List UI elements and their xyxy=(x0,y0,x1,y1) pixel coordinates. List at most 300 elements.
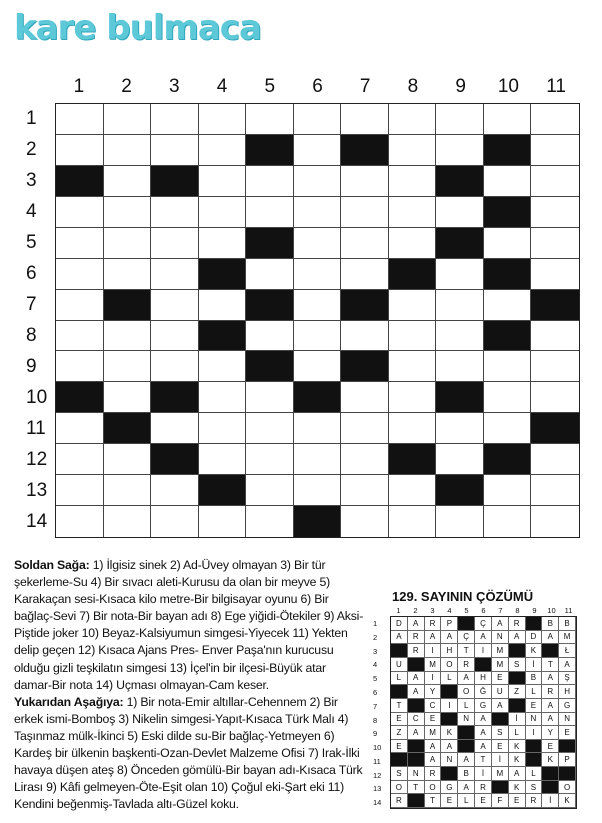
solution-letter: E xyxy=(509,794,526,808)
solution-row-number: 10 xyxy=(373,743,382,753)
solution-letter: A xyxy=(509,631,526,645)
answer-cell[interactable] xyxy=(56,228,104,259)
answer-cell[interactable] xyxy=(531,197,579,228)
black-cell xyxy=(151,444,199,475)
black-cell xyxy=(484,444,532,475)
answer-cell[interactable] xyxy=(531,382,579,413)
answer-cell[interactable] xyxy=(531,135,579,166)
answer-cell[interactable] xyxy=(246,197,294,228)
answer-cell[interactable] xyxy=(151,290,199,321)
answer-cell[interactable] xyxy=(104,475,152,506)
solution-column-number: 9 xyxy=(532,606,537,615)
column-number: 8 xyxy=(407,76,419,97)
solution-letter: T xyxy=(475,753,492,767)
answer-cell[interactable] xyxy=(151,413,199,444)
solution-letter: K xyxy=(526,644,543,658)
answer-cell[interactable] xyxy=(199,506,247,537)
answer-cell[interactable] xyxy=(341,104,389,135)
answer-cell[interactable] xyxy=(531,506,579,537)
solution-black-cell xyxy=(408,753,425,767)
answer-cell[interactable] xyxy=(151,135,199,166)
solution-black-cell xyxy=(458,726,475,740)
answer-cell[interactable] xyxy=(246,413,294,444)
column-number: 6 xyxy=(312,76,323,97)
answer-cell[interactable] xyxy=(531,475,579,506)
solution-letter: R xyxy=(408,644,425,658)
solution-letter: I xyxy=(425,644,442,658)
solution-black-cell xyxy=(391,685,408,699)
solution-letter: İ xyxy=(526,658,543,672)
solution-black-cell xyxy=(526,617,543,631)
solution-letter: E xyxy=(475,794,492,808)
solution-letter: A xyxy=(475,631,492,645)
answer-cell[interactable] xyxy=(199,135,247,166)
solution-column-number: 6 xyxy=(481,606,486,615)
answer-cell[interactable] xyxy=(389,290,437,321)
black-cell xyxy=(341,351,389,382)
solution-letter: R xyxy=(408,631,425,645)
row-number: 7 xyxy=(26,293,37,315)
answer-cell[interactable] xyxy=(56,135,104,166)
answer-cell[interactable] xyxy=(246,506,294,537)
answer-cell[interactable] xyxy=(389,351,437,382)
solution-column-number: 3 xyxy=(430,606,435,615)
black-cell xyxy=(436,228,484,259)
answer-cell[interactable] xyxy=(484,351,532,382)
black-cell xyxy=(151,166,199,197)
answer-cell[interactable] xyxy=(341,321,389,352)
answer-cell[interactable] xyxy=(484,382,532,413)
solution-letter: C xyxy=(425,699,442,713)
answer-cell[interactable] xyxy=(389,135,437,166)
answer-cell[interactable] xyxy=(56,413,104,444)
solution-black-cell xyxy=(492,781,509,795)
answer-cell[interactable] xyxy=(104,228,152,259)
solution-letter: İ xyxy=(509,713,526,727)
solution-letter: H xyxy=(441,644,458,658)
solution-letter: M xyxy=(492,658,509,672)
black-cell xyxy=(484,135,532,166)
answer-cell[interactable] xyxy=(484,413,532,444)
row-number: 8 xyxy=(26,325,37,347)
solution-letter: F xyxy=(492,794,509,808)
black-cell xyxy=(436,475,484,506)
answer-cell[interactable] xyxy=(389,166,437,197)
answer-cell[interactable] xyxy=(436,351,484,382)
solution-letter: Z xyxy=(391,726,408,740)
answer-cell[interactable] xyxy=(389,104,437,135)
solution-letter: O xyxy=(391,781,408,795)
solution-letter: U xyxy=(492,685,509,699)
answer-cell[interactable] xyxy=(56,104,104,135)
answer-cell[interactable] xyxy=(56,351,104,382)
solution-letter: A xyxy=(542,631,559,645)
solution-letter: S xyxy=(391,767,408,781)
solution-letter: O xyxy=(425,781,442,795)
solution-letter: O xyxy=(458,685,475,699)
solution-column-number: 11 xyxy=(564,606,573,615)
answer-cell[interactable] xyxy=(531,104,579,135)
solution-letter: İ xyxy=(542,794,559,808)
answer-cell[interactable] xyxy=(341,382,389,413)
answer-cell[interactable] xyxy=(436,259,484,290)
across-clues xyxy=(14,557,364,694)
solution-letter: N xyxy=(492,631,509,645)
answer-cell[interactable] xyxy=(294,104,342,135)
answer-cell[interactable] xyxy=(104,444,152,475)
answer-cell[interactable] xyxy=(389,228,437,259)
solution-letter: E xyxy=(559,726,576,740)
solution-letter: Ç xyxy=(475,617,492,631)
solution-black-cell xyxy=(441,713,458,727)
solution-letter: A xyxy=(425,753,442,767)
answer-cell[interactable] xyxy=(341,506,389,537)
black-cell xyxy=(341,290,389,321)
solution-row-number: 5 xyxy=(373,674,378,684)
answer-cell[interactable] xyxy=(341,166,389,197)
solution-letter: M xyxy=(425,726,442,740)
answer-cell[interactable] xyxy=(484,228,532,259)
answer-cell[interactable] xyxy=(294,321,342,352)
solution-letter: R xyxy=(391,794,408,808)
answer-cell[interactable] xyxy=(151,351,199,382)
answer-cell[interactable] xyxy=(151,475,199,506)
solution-letter: E xyxy=(441,794,458,808)
column-number: 11 xyxy=(546,76,566,97)
solution-letter: E xyxy=(542,740,559,754)
black-cell xyxy=(199,259,247,290)
solution-row-number: 12 xyxy=(373,770,382,780)
solution-black-cell xyxy=(526,740,543,754)
solution-letter: N xyxy=(441,753,458,767)
solution-letter: A xyxy=(542,672,559,686)
answer-cell[interactable] xyxy=(199,444,247,475)
across-clue-text: 1) İlgisiz sinek 2) Ad-Üvey olmayan 3) Bir tür şekerleme-Su 4) Bir sıvacı aleti-Kurusu da olan bir meyve 5) Karakaçan sesi-Kısaca kilo metre-Bir bilgisayar oyunu 6) Bir bağlaç-Sevi 7) Bir nota-Bir bayan adı 8) Ege yiğidi-Ötekiler 9) Aksi-Piştide joker 10) Beyaz-Kalsiyumun simgesi-Yiyecek 11) Yekten delip geçen 12) Kısaca Ajans Pres- Enver Paşa'nın kurucusu olduğu gizli teşkilatın simgesi 13) İçel'in bir ilçesi-Büyük atar damar-Bir nota 14) Uçması olmayan-Cam keser. xyxy=(14,558,364,692)
answer-cell[interactable] xyxy=(246,475,294,506)
solution-letter: L xyxy=(509,726,526,740)
solution-column-number: 2 xyxy=(413,606,418,615)
answer-cell[interactable] xyxy=(436,413,484,444)
answer-cell[interactable] xyxy=(246,321,294,352)
solution-letter: A xyxy=(441,631,458,645)
solution-letter: O xyxy=(559,781,576,795)
answer-cell[interactable] xyxy=(436,444,484,475)
solution-letter: A xyxy=(559,658,576,672)
answer-cell[interactable] xyxy=(246,104,294,135)
black-cell xyxy=(246,351,294,382)
solution-letter: A xyxy=(425,631,442,645)
solution-letter: B xyxy=(559,617,576,631)
black-cell xyxy=(484,259,532,290)
solution-black-cell xyxy=(542,767,559,781)
answer-cell[interactable] xyxy=(531,351,579,382)
answer-cell[interactable] xyxy=(246,382,294,413)
answer-cell[interactable] xyxy=(436,290,484,321)
answer-cell[interactable] xyxy=(531,228,579,259)
solution-letter: E xyxy=(391,713,408,727)
answer-cell[interactable] xyxy=(389,382,437,413)
answer-cell[interactable] xyxy=(484,475,532,506)
row-number: 3 xyxy=(26,169,37,191)
solution-letter: M xyxy=(492,767,509,781)
solution-letter: R xyxy=(526,794,543,808)
answer-cell[interactable] xyxy=(294,475,342,506)
answer-cell[interactable] xyxy=(389,197,437,228)
solution-letter: Ş xyxy=(559,672,576,686)
row-number: 5 xyxy=(26,231,37,253)
solution-letter: D xyxy=(526,631,543,645)
black-cell xyxy=(531,290,579,321)
solution-black-cell xyxy=(526,753,543,767)
black-cell xyxy=(104,290,152,321)
answer-cell[interactable] xyxy=(104,135,152,166)
black-cell xyxy=(531,413,579,444)
solution-letter: A xyxy=(475,726,492,740)
black-cell xyxy=(294,506,342,537)
answer-cell[interactable] xyxy=(436,104,484,135)
solution-letter: M xyxy=(559,631,576,645)
answer-cell[interactable] xyxy=(294,413,342,444)
answer-cell[interactable] xyxy=(436,135,484,166)
puzzle-title: kare bulmaca xyxy=(14,8,261,48)
solution-row-numbers xyxy=(373,616,391,806)
solution-black-cell xyxy=(542,644,559,658)
solution-letter: L xyxy=(391,672,408,686)
answer-cell[interactable] xyxy=(436,506,484,537)
answer-cell[interactable] xyxy=(246,259,294,290)
answer-cell[interactable] xyxy=(484,290,532,321)
solution-row-number: 2 xyxy=(373,632,378,642)
answer-cell[interactable] xyxy=(104,382,152,413)
solution-letter: L xyxy=(526,767,543,781)
solution-letter: T xyxy=(542,658,559,672)
solution-letter: C xyxy=(408,713,425,727)
answer-cell[interactable] xyxy=(341,475,389,506)
solution-letter: H xyxy=(475,672,492,686)
solution-letter: G xyxy=(475,699,492,713)
solution-letter: R xyxy=(509,617,526,631)
solution-letter: M xyxy=(492,644,509,658)
answer-cell[interactable] xyxy=(531,259,579,290)
answer-cell[interactable] xyxy=(484,166,532,197)
solution-letter: A xyxy=(492,699,509,713)
solution-row-number: 8 xyxy=(373,715,378,725)
solution-letter: N xyxy=(458,713,475,727)
answer-cell[interactable] xyxy=(151,506,199,537)
down-clue-text: 1) Bir nota-Emir altıllar-Cehennem 2) Bir erkek ismi-Bomboş 3) Nikelin simgesi-Yapıt-Kısaca Türk Malı 4) Taşınmaz mülk-İkinci 5) Eski dilde su-Bir bağlaç-Yetmeyen 6) Kardeş bir ülkenin başkenti-Ozan-Devlet Malzeme Ofisi 7) Irak-İlki havaya düşen ateş 8) Önceden gömülü-Bir bayan adı-Kısaca Türk Lirası 9) Kâfi gelmeyen-Öte-Eşit olan 10) Çoğul eki-Şart eki 11) Kendini beğenmiş-Tavlada altı-Güzel koku. xyxy=(14,694,363,812)
solution-letter: I xyxy=(425,672,442,686)
answer-cell[interactable] xyxy=(151,197,199,228)
answer-cell[interactable] xyxy=(389,413,437,444)
solution-black-cell xyxy=(509,672,526,686)
answer-cell[interactable] xyxy=(484,104,532,135)
answer-cell[interactable] xyxy=(294,135,342,166)
solution-letter: R xyxy=(458,658,475,672)
answer-cell[interactable] xyxy=(151,228,199,259)
answer-cell[interactable] xyxy=(294,197,342,228)
answer-cell[interactable] xyxy=(56,290,104,321)
solution-letter: Ğ xyxy=(475,685,492,699)
answer-cell[interactable] xyxy=(246,166,294,197)
row-number: 13 xyxy=(26,480,48,502)
answer-cell[interactable] xyxy=(294,351,342,382)
answer-cell[interactable] xyxy=(104,166,152,197)
answer-cell[interactable] xyxy=(199,166,247,197)
answer-cell[interactable] xyxy=(294,228,342,259)
solution-column-number: 10 xyxy=(547,606,556,615)
solution-black-cell xyxy=(441,767,458,781)
answer-cell[interactable] xyxy=(56,197,104,228)
answer-cell[interactable] xyxy=(104,259,152,290)
column-number: 7 xyxy=(359,76,371,97)
solution-letter: L xyxy=(458,699,475,713)
row-number: 1 xyxy=(26,107,37,129)
answer-cell[interactable] xyxy=(341,413,389,444)
solution-letter: A xyxy=(458,781,475,795)
solution-letter: A xyxy=(425,740,442,754)
column-number: 3 xyxy=(169,76,180,97)
clues-panel xyxy=(14,557,364,813)
answer-cell[interactable] xyxy=(199,104,247,135)
answer-cell[interactable] xyxy=(56,506,104,537)
answer-cell[interactable] xyxy=(199,197,247,228)
answer-cell[interactable] xyxy=(56,259,104,290)
solution-letter: A xyxy=(408,726,425,740)
solution-black-cell xyxy=(408,794,425,808)
solution-letter: N xyxy=(408,767,425,781)
solution-letter: Z xyxy=(509,685,526,699)
answer-cell[interactable] xyxy=(531,321,579,352)
solution-letter: İ xyxy=(492,753,509,767)
answer-cell[interactable] xyxy=(104,351,152,382)
answer-cell[interactable] xyxy=(436,321,484,352)
solution-letter: A xyxy=(441,740,458,754)
solution-letter: M xyxy=(425,658,442,672)
answer-cell[interactable] xyxy=(56,475,104,506)
answer-cell[interactable] xyxy=(199,382,247,413)
answer-cell[interactable] xyxy=(436,197,484,228)
solution-letter: P xyxy=(441,617,458,631)
row-number: 12 xyxy=(26,449,48,471)
solution-letter: E xyxy=(492,740,509,754)
solution-letter: E xyxy=(425,713,442,727)
answer-cell[interactable] xyxy=(199,413,247,444)
row-number: 9 xyxy=(26,356,37,378)
answer-cell[interactable] xyxy=(389,475,437,506)
solution-letter: U xyxy=(391,658,408,672)
across-heading: Soldan Sağa: xyxy=(14,558,90,572)
down-clues xyxy=(14,694,364,814)
answer-cell[interactable] xyxy=(341,444,389,475)
solution-letter: İ xyxy=(475,767,492,781)
answer-cell[interactable] xyxy=(484,506,532,537)
solution-letter: T xyxy=(391,699,408,713)
solution-letter: Ł xyxy=(559,644,576,658)
answer-cell[interactable] xyxy=(104,197,152,228)
solution-row-number: 11 xyxy=(373,756,381,766)
solution-letter: I xyxy=(441,699,458,713)
solution-column-number: 7 xyxy=(498,606,503,615)
black-cell xyxy=(389,259,437,290)
solution-letter: K xyxy=(509,781,526,795)
solution-letter: A xyxy=(408,617,425,631)
solution-letter: L xyxy=(526,685,543,699)
solution-letter: R xyxy=(542,685,559,699)
crossword-grid xyxy=(55,103,580,538)
answer-cell[interactable] xyxy=(294,166,342,197)
row-number: 4 xyxy=(26,200,37,222)
black-cell xyxy=(389,444,437,475)
black-cell xyxy=(56,382,104,413)
answer-cell[interactable] xyxy=(341,259,389,290)
answer-cell[interactable] xyxy=(531,166,579,197)
solution-row-number: 7 xyxy=(373,701,378,711)
row-number: 14 xyxy=(26,511,48,533)
solution-letter: Y xyxy=(425,685,442,699)
solution-letter: H xyxy=(559,685,576,699)
solution-letter: D xyxy=(391,617,408,631)
answer-cell[interactable] xyxy=(104,104,152,135)
black-cell xyxy=(199,321,247,352)
solution-black-cell xyxy=(408,699,425,713)
black-cell xyxy=(104,413,152,444)
answer-cell[interactable] xyxy=(341,197,389,228)
solution-letter: N xyxy=(559,713,576,727)
solution-letter: K xyxy=(509,740,526,754)
solution-black-cell xyxy=(542,781,559,795)
answer-cell[interactable] xyxy=(294,444,342,475)
answer-cell[interactable] xyxy=(389,506,437,537)
solution-letter: N xyxy=(526,713,543,727)
solution-row-number: 1 xyxy=(373,619,378,628)
black-cell xyxy=(436,166,484,197)
solution-black-cell xyxy=(458,617,475,631)
answer-cell[interactable] xyxy=(246,444,294,475)
solution-letter: K xyxy=(559,794,576,808)
solution-letter: R xyxy=(425,767,442,781)
answer-cell[interactable] xyxy=(56,321,104,352)
answer-cell[interactable] xyxy=(341,228,389,259)
solution-black-cell xyxy=(492,713,509,727)
answer-cell[interactable] xyxy=(104,506,152,537)
solution-letter: A xyxy=(458,753,475,767)
solution-letter: G xyxy=(441,781,458,795)
solution-letter: L xyxy=(441,672,458,686)
black-cell xyxy=(246,135,294,166)
solution-letter: E xyxy=(391,740,408,754)
answer-cell[interactable] xyxy=(104,321,152,352)
answer-cell[interactable] xyxy=(294,290,342,321)
answer-cell[interactable] xyxy=(389,321,437,352)
answer-cell[interactable] xyxy=(56,444,104,475)
solution-letter: E xyxy=(492,672,509,686)
answer-cell[interactable] xyxy=(199,351,247,382)
black-cell xyxy=(484,321,532,352)
solution-letter: A xyxy=(509,767,526,781)
solution-black-cell xyxy=(391,644,408,658)
solution-black-cell xyxy=(441,685,458,699)
answer-cell[interactable] xyxy=(151,321,199,352)
solution-letter: K xyxy=(441,726,458,740)
answer-cell[interactable] xyxy=(199,228,247,259)
answer-cell[interactable] xyxy=(531,444,579,475)
answer-cell[interactable] xyxy=(151,104,199,135)
answer-cell[interactable] xyxy=(151,259,199,290)
answer-cell[interactable] xyxy=(294,259,342,290)
black-cell xyxy=(436,382,484,413)
solution-column-number: 5 xyxy=(464,606,469,615)
answer-cell[interactable] xyxy=(199,290,247,321)
